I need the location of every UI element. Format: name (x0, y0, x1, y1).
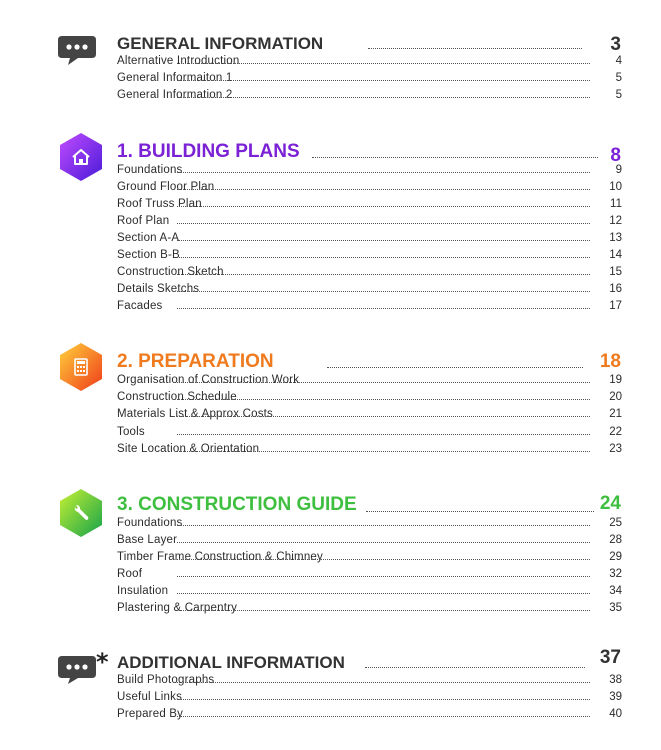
toc-entry[interactable] (117, 443, 622, 458)
entry-label: Section A-A (117, 232, 182, 244)
section-heading[interactable]: 3. CONSTRUCTION GUIDE (117, 494, 357, 515)
leader-dots (368, 48, 582, 49)
entry-label: Construction Schedule (117, 391, 240, 403)
entry-label: Insulation (117, 585, 171, 597)
entry-page-number: 32 (609, 568, 622, 580)
toc-entry[interactable] (117, 181, 622, 196)
leader-dots (177, 308, 590, 309)
toc-entry[interactable] (117, 198, 622, 213)
leader-dots (177, 63, 590, 64)
toc-entry[interactable] (117, 249, 622, 264)
entry-label: Roof (117, 568, 145, 580)
entry-label: Base Layer (117, 534, 180, 546)
toc-entry[interactable] (117, 215, 622, 230)
entry-page-number: 29 (609, 551, 622, 563)
leader-dots (177, 189, 590, 190)
leader-dots (177, 559, 590, 560)
entry-label: Roof Plan (117, 215, 172, 227)
entry-page-number: 13 (609, 232, 622, 244)
section-heading[interactable]: GENERAL INFORMATION (117, 34, 324, 53)
house-icon (58, 132, 104, 187)
entry-page-number: 9 (615, 164, 622, 176)
leader-dots (177, 172, 590, 173)
entry-page-number: 15 (609, 266, 622, 278)
leader-dots (365, 667, 585, 668)
toc-entry[interactable] (117, 551, 622, 566)
leader-dots (177, 382, 590, 383)
entry-label: Details Sketchs (117, 283, 202, 295)
section-heading[interactable]: 1. BUILDING PLANS (117, 141, 300, 162)
leader-dots (177, 610, 590, 611)
entry-page-number: 10 (609, 181, 622, 193)
leader-dots (177, 399, 590, 400)
entry-label: Organisation of Construction Work (117, 374, 302, 386)
leader-dots (177, 291, 590, 292)
toc-entry[interactable] (117, 374, 622, 389)
entry-page-number: 14 (609, 249, 622, 261)
toc-entry[interactable] (117, 408, 622, 423)
leader-dots (177, 240, 590, 241)
toc-entry[interactable] (117, 585, 622, 600)
entry-label: General Informaiton 1 (117, 72, 235, 84)
leader-dots (327, 367, 583, 368)
toc-entry[interactable] (117, 300, 622, 315)
leader-dots (177, 576, 590, 577)
toc-entry[interactable] (117, 426, 622, 441)
entry-page-number: 21 (609, 408, 622, 420)
leader-dots (312, 157, 598, 158)
toc-entry[interactable] (117, 89, 622, 104)
leader-dots (177, 97, 590, 98)
toc-entry[interactable] (117, 568, 622, 583)
leader-dots (177, 80, 590, 81)
section-page-number: 24 (599, 493, 621, 514)
leader-dots (177, 206, 590, 207)
entry-label: Timber Frame Construction & Chimney (117, 551, 326, 563)
leader-dots (177, 257, 590, 258)
entry-page-number: 23 (609, 443, 622, 455)
section-page-number: 8 (610, 145, 621, 166)
svg-text:*: * (96, 650, 109, 676)
toc-entry[interactable] (117, 266, 622, 281)
entry-page-number: 40 (609, 708, 622, 720)
leader-dots (177, 699, 590, 700)
entry-page-number: 25 (609, 517, 622, 529)
entry-page-number: 34 (609, 585, 622, 597)
leader-dots (177, 542, 590, 543)
entry-page-number: 12 (609, 215, 622, 227)
entry-page-number: 39 (609, 691, 622, 703)
entry-page-number: 5 (615, 72, 622, 84)
wrench-icon (58, 488, 104, 543)
toc-entry[interactable] (117, 232, 622, 247)
entry-label: Useful Links (117, 691, 185, 703)
entry-label: Section B-B (117, 249, 183, 261)
leader-dots (177, 416, 590, 417)
leader-dots (177, 274, 590, 275)
entry-page-number: 11 (610, 198, 622, 210)
section-heading[interactable]: ADDITIONAL INFORMATION (117, 653, 345, 672)
entry-label: Foundations (117, 517, 186, 529)
leader-dots (177, 451, 590, 452)
speech-bubble-icon (58, 36, 96, 71)
toc-entry[interactable] (117, 691, 622, 706)
toc-entry[interactable] (117, 164, 622, 179)
toc-entry[interactable] (117, 534, 622, 549)
entry-label: Roof Truss Plan (117, 198, 205, 210)
entry-page-number: 19 (609, 374, 622, 386)
leader-dots (177, 682, 590, 683)
leader-dots (366, 511, 594, 512)
entry-label: Facades (117, 300, 166, 312)
entry-page-number: 28 (609, 534, 622, 546)
section-page-number: 18 (599, 351, 621, 372)
entry-page-number: 17 (609, 300, 622, 312)
leader-dots (177, 716, 590, 717)
entry-label: Alternative Introduction (117, 55, 242, 67)
entry-page-number: 16 (609, 283, 622, 295)
entry-label: Foundations (117, 164, 186, 176)
leader-dots (177, 223, 590, 224)
entry-label: Prepared By (117, 708, 186, 720)
entry-label: Ground Floor Plan (117, 181, 217, 193)
entry-page-number: 4 (615, 55, 622, 67)
entry-page-number: 20 (609, 391, 622, 403)
entry-label: Build Photographs (117, 674, 217, 686)
entry-label: Plastering & Carpentry (117, 602, 240, 614)
leader-dots (177, 434, 590, 435)
entry-label: Materials List & Approx Costs (117, 408, 276, 420)
entry-label: Tools (117, 426, 148, 438)
toc-entry[interactable] (117, 708, 622, 723)
toc-entry[interactable] (117, 674, 622, 689)
entry-page-number: 22 (609, 426, 622, 438)
leader-dots (177, 525, 590, 526)
toc-entry[interactable] (117, 283, 622, 298)
section-page-number: 3 (610, 34, 621, 55)
toc-entry[interactable] (117, 391, 622, 406)
entry-label: General Information 2 (117, 89, 235, 101)
section-heading[interactable]: 2. PREPARATION (117, 351, 274, 372)
toc-entry[interactable] (117, 72, 622, 87)
entry-label: Site Location & Orientation (117, 443, 262, 455)
entry-page-number: 38 (609, 674, 622, 686)
entry-page-number: 35 (609, 602, 622, 614)
toc-entry[interactable] (117, 517, 622, 532)
toc-entry[interactable] (117, 55, 622, 70)
speech-bubble-asterisk-icon (58, 650, 110, 689)
leader-dots (177, 593, 590, 594)
toc-entry[interactable] (117, 602, 622, 617)
entry-label: Construction Sketch (117, 266, 227, 278)
calculator-icon (58, 342, 104, 397)
entry-page-number: 5 (615, 89, 622, 101)
section-page-number: 37 (599, 647, 621, 668)
